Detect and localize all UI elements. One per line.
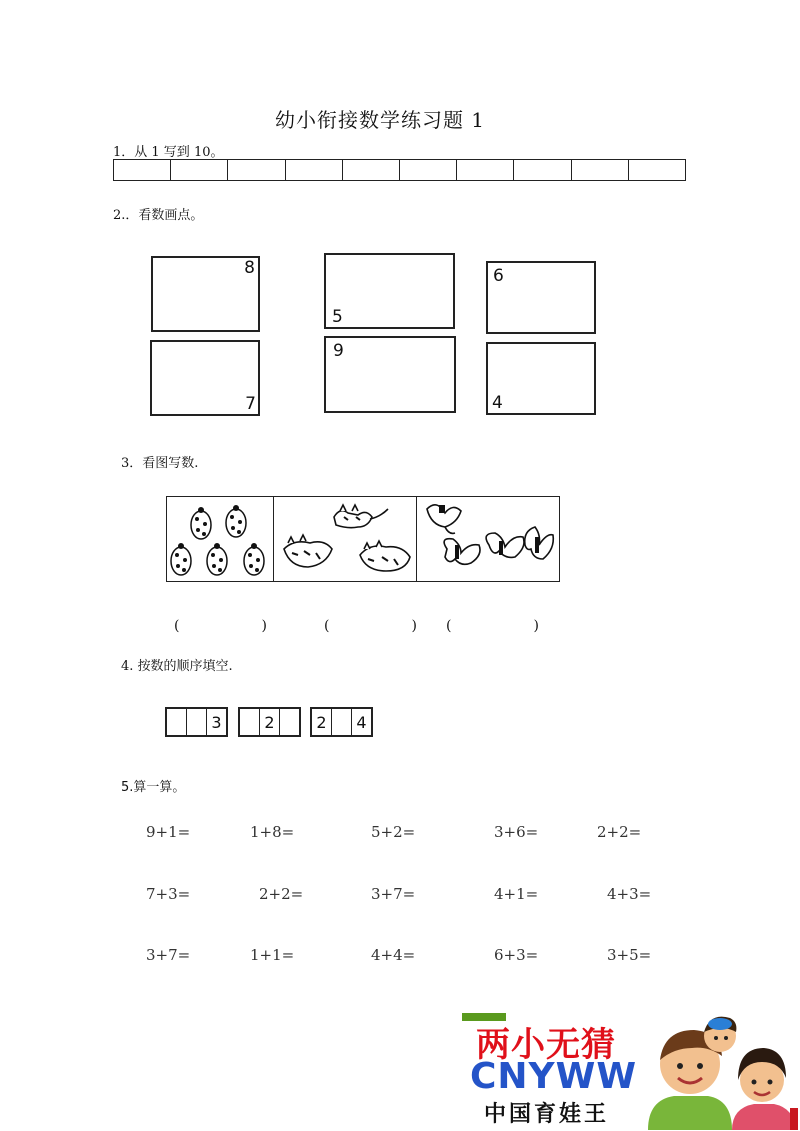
equation: 4+1=	[494, 885, 539, 903]
ladybug-panel	[167, 497, 274, 581]
answer-blank-1[interactable]: ( )	[174, 618, 285, 634]
dot-box-9[interactable]	[324, 336, 456, 413]
equation: 5+2=	[371, 823, 416, 841]
answer-cell[interactable]	[228, 160, 285, 180]
answer-blank-2[interactable]: ( )	[324, 618, 435, 634]
box-number: 4	[492, 393, 503, 413]
dot-box-7[interactable]	[150, 340, 260, 416]
question-2-label: 2.．看数画点。	[113, 208, 204, 223]
number-sequence-1	[165, 707, 228, 737]
dot-box-5[interactable]	[324, 253, 455, 329]
equation: 3+6=	[494, 823, 539, 841]
watermark-line-1: 两小无猜	[476, 1025, 616, 1065]
page-title: 幼小衔接数学练习题 1	[274, 108, 486, 132]
question-1-label: 1．从 1 写到 10。	[113, 145, 224, 160]
answer-cell[interactable]	[286, 160, 343, 180]
equation: 6+3=	[494, 946, 539, 964]
answer-cell[interactable]	[514, 160, 571, 180]
equation: 2+2=	[259, 885, 304, 903]
picture-strip	[166, 496, 560, 582]
dot-box-8[interactable]	[151, 256, 260, 332]
cat-icon	[274, 497, 416, 581]
answer-cell[interactable]	[171, 160, 228, 180]
question-5-label: 5.算一算。	[121, 780, 186, 795]
sequence-cell: 4	[356, 713, 367, 732]
cat-panel	[274, 497, 417, 581]
sequence-cell[interactable]	[240, 709, 260, 735]
sequence-cell[interactable]	[187, 709, 207, 735]
equation: 1+8=	[250, 823, 295, 841]
box-number: 7	[245, 394, 256, 414]
equation: 7+3=	[146, 885, 191, 903]
equation: 3+7=	[371, 885, 416, 903]
write-1-to-10-grid	[113, 159, 686, 181]
box-number: 5	[332, 307, 343, 327]
equation: 9+1=	[146, 823, 191, 841]
cartoon-kids-logo	[640, 1012, 798, 1130]
box-number: 8	[244, 258, 255, 278]
sequence-cell[interactable]	[332, 709, 352, 735]
number-sequence-3	[310, 707, 373, 737]
watermark-line-3: 中国育娃王	[484, 1102, 610, 1127]
butterfly-icon	[417, 497, 559, 581]
dot-box-6[interactable]	[486, 261, 596, 334]
question-4-label: 4. 按数的顺序填空.	[121, 659, 233, 674]
equation: 1+1=	[250, 946, 295, 964]
equation: 3+5=	[607, 946, 652, 964]
sequence-cell[interactable]	[280, 709, 299, 735]
answer-cell[interactable]	[629, 160, 685, 180]
sequence-cell: 3	[211, 713, 222, 732]
sequence-cell: 2	[260, 709, 280, 735]
question-3-label: 3．看图写数.	[121, 456, 199, 471]
equation: 4+3=	[607, 885, 652, 903]
equation: 2+2=	[597, 823, 642, 841]
answer-blank-3[interactable]: ( )	[446, 618, 557, 634]
equation: 3+7=	[146, 946, 191, 964]
box-number: 9	[333, 341, 344, 361]
equation: 4+4=	[371, 946, 416, 964]
box-number: 6	[493, 266, 504, 286]
sequence-cell[interactable]	[167, 709, 187, 735]
sequence-cell: 2	[312, 709, 332, 735]
answer-cell[interactable]	[114, 160, 171, 180]
butterfly-panel	[417, 497, 559, 581]
answer-cell[interactable]	[400, 160, 457, 180]
number-sequence-2	[238, 707, 301, 737]
watermark-line-2: CNYWW	[470, 1056, 638, 1097]
dot-box-4[interactable]	[486, 342, 596, 415]
answer-cell[interactable]	[572, 160, 629, 180]
answer-cell[interactable]	[457, 160, 514, 180]
ladybug-icon	[167, 497, 273, 581]
answer-cell[interactable]	[343, 160, 400, 180]
